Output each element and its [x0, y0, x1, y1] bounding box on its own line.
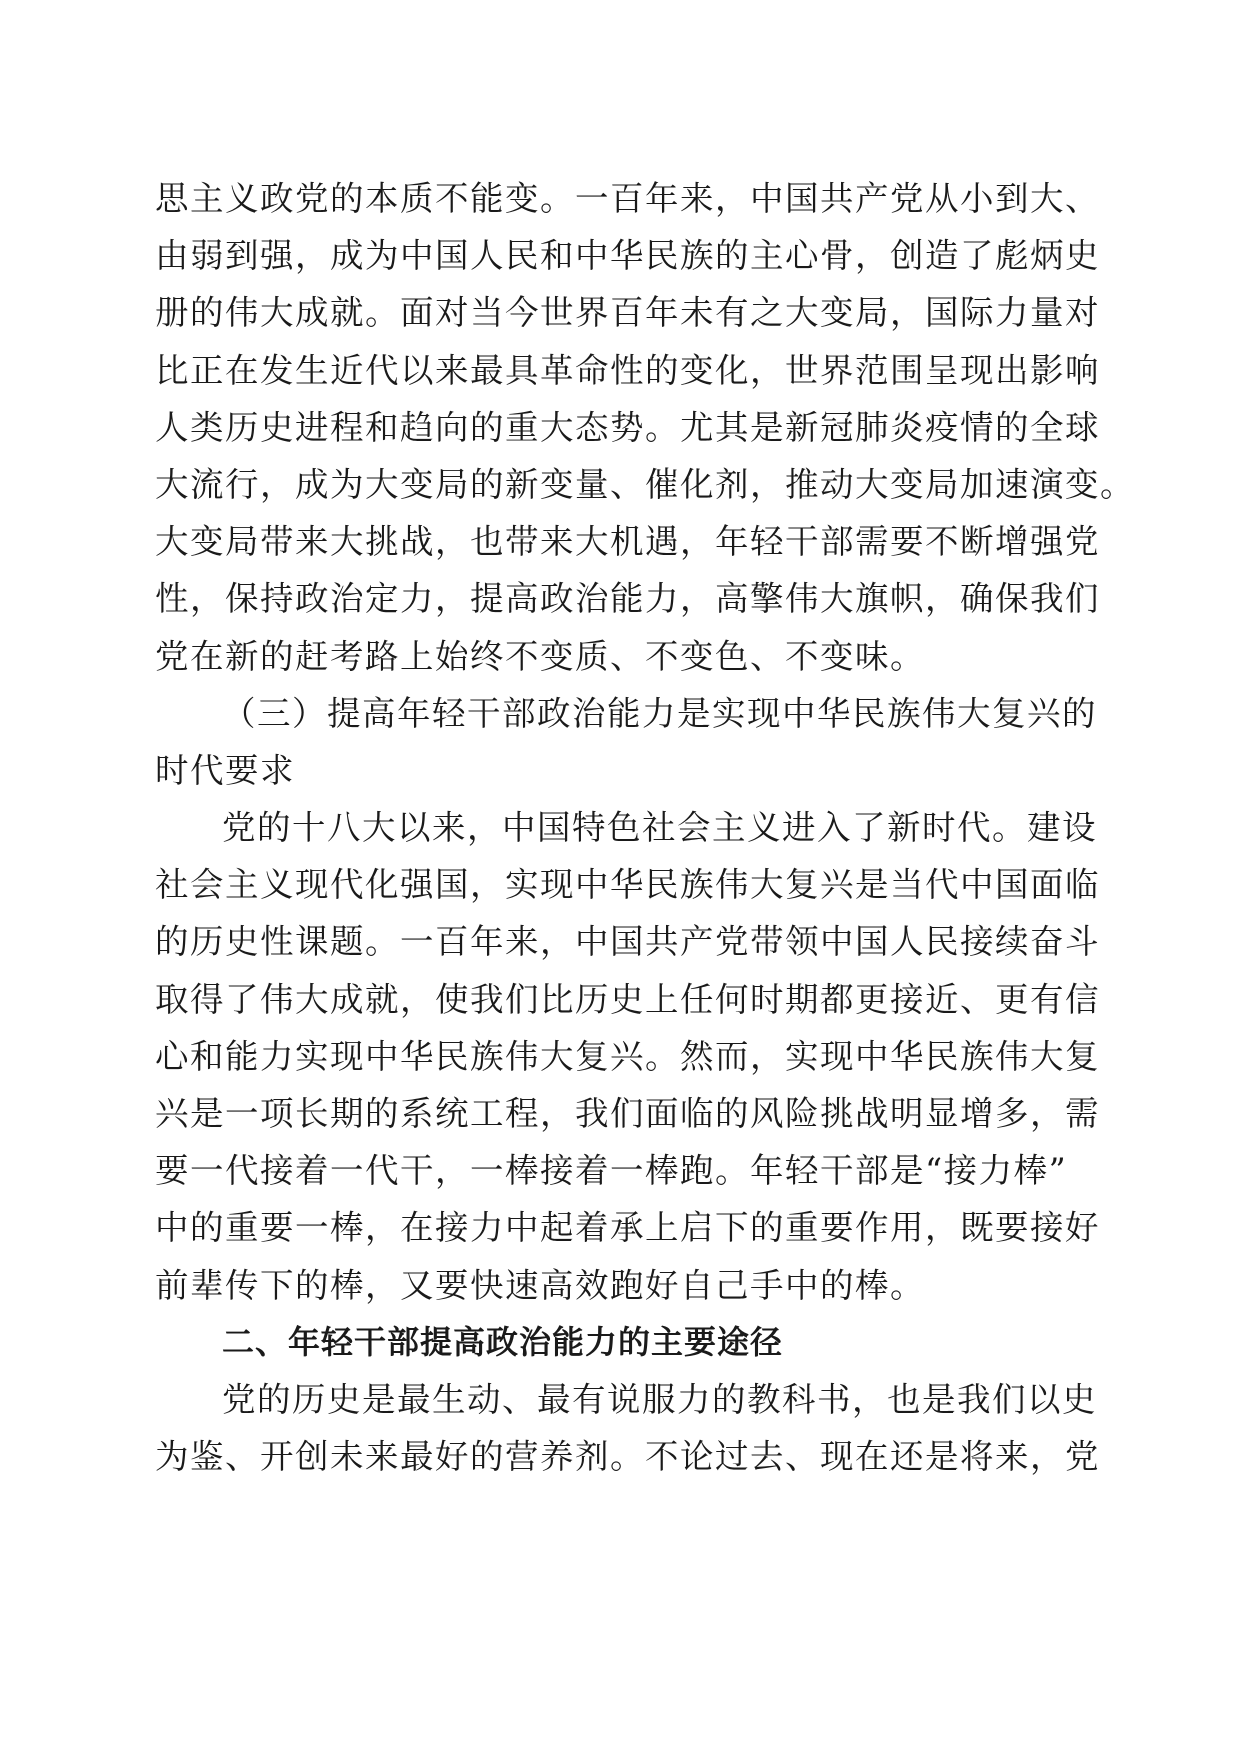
text-line: 由弱到强，成为中国人民和中华民族的主心骨，创造了彪炳史	[155, 236, 1100, 276]
text-line: 心和能力实现中华民族伟大复兴。然而，实现中华民族伟大复	[155, 1036, 1100, 1076]
chapter-heading: 二、年轻干部提高政治能力的主要途径	[222, 1322, 784, 1361]
text-line: 大变局带来大挑战，也带来大机遇，年轻干部需要不断增强党	[155, 522, 1100, 562]
text-line: 兴是一项长期的系统工程，我们面临的风险挑战明显增多，需	[155, 1094, 1100, 1133]
text-line: 党在新的赶考路上始终不变质、不变色、不变味。	[155, 636, 925, 676]
text-line: 的历史性课题。一百年来，中国共产党带领中国人民接续奋斗	[155, 922, 1100, 962]
text-line: 要一代接着一代干，一棒接着一棒跑。年轻干部是“接力棒”	[155, 1151, 1068, 1191]
text-line: 大流行，成为大变局的新变量、催化剂，推动大变局加速演变。	[155, 464, 1135, 504]
section-heading-3-continued: 时代要求	[155, 750, 295, 790]
text-line: 思主义政党的本质不能变。一百年来，中国共产党从小到大、	[155, 179, 1100, 218]
text-line: 性，保持政治定力，提高政治能力，高擎伟大旗帜，确保我们	[155, 579, 1100, 619]
text-line: 前辈传下的棒，又要快速高效跑好自己手中的棒。	[155, 1265, 925, 1305]
paragraph-start: 党的十八大以来，中国特色社会主义进入了新时代。建设	[222, 808, 1097, 848]
text-line: 社会主义现代化强国，实现中华民族伟大复兴是当代中国面临	[155, 865, 1100, 905]
body-text	[155, 170, 1135, 1485]
text-line: 人类历史进程和趋向的重大态势。尤其是新冠肺炎疫情的全球	[155, 407, 1100, 447]
text-line: 比正在发生近代以来最具革命性的变化，世界范围呈现出影响	[155, 350, 1100, 390]
section-heading-3: （三）提高年轻干部政治能力是实现中华民族伟大复兴的	[222, 693, 1097, 733]
text-line: 取得了伟大成就，使我们比历史上任何时期都更接近、更有信	[155, 979, 1100, 1019]
text-line: 中的重要一棒，在接力中起着承上启下的重要作用，既要接好	[155, 1208, 1100, 1248]
text-line: 册的伟大成就。面对当今世界百年未有之大变局，国际力量对	[155, 293, 1100, 333]
text-line: 为鉴、开创未来最好的营养剂。不论过去、现在还是将来，党	[155, 1437, 1100, 1477]
paragraph-start: 党的历史是最生动、最有说服力的教科书，也是我们以史	[222, 1379, 1097, 1419]
